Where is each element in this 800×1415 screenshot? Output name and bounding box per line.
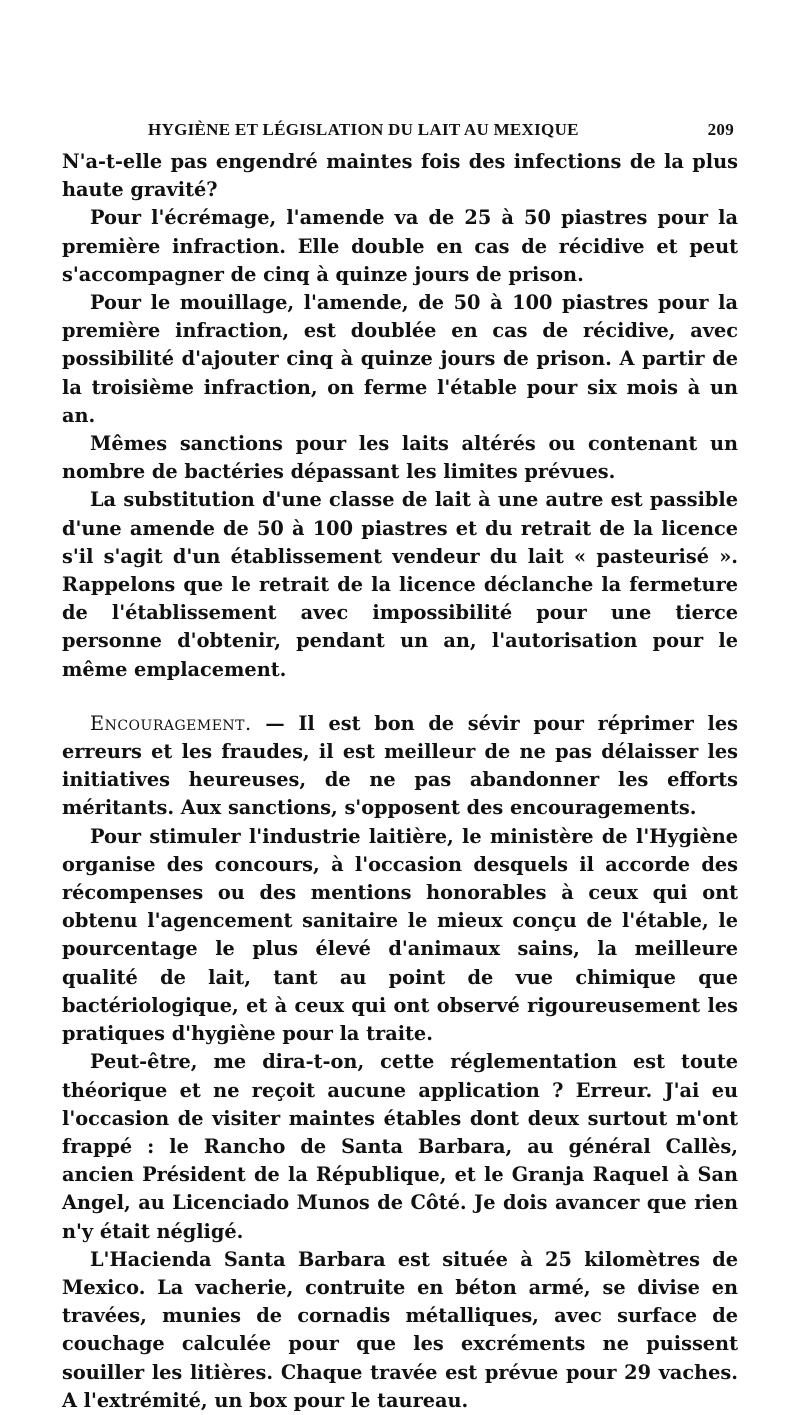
section-paragraph-1: Pour stimuler l'industrie laitière, le ministère de l'Hygiène organise des concours, à l'occasion desquels il accorde des récompenses ou des mentions honorables à ceux qui ont obtenu l'agencement sanitaire le mieux conçu de l'étable, le pourcentage le plus élevé d'animaux sains, la meilleure qualité de lait, tant au point de vue chimique que bactériologique, et à ceux qui ont observé rigoureusement les pratiques d'hygiène pour la traite. (62, 824, 738, 1046)
section-heading: Encouragement. (90, 711, 252, 735)
running-header (62, 118, 738, 148)
section-paragraph-2: Peut-être, me dira-t-on, cette réglementation est toute théorique et ne reçoit aucune application ? Erreur. J'ai eu l'occasion de visiter maintes étables dont deux surtout m'ont frappé : le Rancho de Santa Barbara, au général Callès, ancien Président de la République, et le Granja Raquel à San Angel, au Licenciado Munos de Côté. Je dois avancer que rien n'y était négligé. (62, 1050, 738, 1243)
paragraph-4: Mêmes sanctions pour les laits altérés ou contenant un nombre de bactéries dépassant les limites prévues. (62, 432, 738, 484)
body-text (62, 148, 738, 1415)
section-first-paragraph (62, 710, 738, 823)
book-page (62, 118, 738, 1415)
page-number: 209 (707, 120, 734, 139)
section-gap (62, 684, 738, 710)
section-first-text: — Il est bon de sévir pour réprimer les erreurs et les fraudes, il est meilleur de ne pas délaisser les initiatives heureuses, de ne pas abandonner les efforts méritants. Aux sanctions, s'opposent des encouragements. (62, 711, 738, 820)
running-title: HYGIÈNE ET LÉGISLATION DU LAIT AU MEXIQUE (148, 120, 579, 139)
section-paragraph-3: L'Hacienda Santa Barbara est située à 25 kilomètres de Mexico. La vacherie, contruite en béton armé, se divise en travées, munies de cornadis métalliques, avec surface de couchage calculée pour que les excréments ne puissent souiller les litières. Chaque travée est prévue pour 29 vaches. A l'extrémité, un box pour le taureau. (62, 1247, 738, 1412)
paragraph-5: La substitution d'une classe de lait à une autre est passible d'une amende de 50 à 100 piastres et du retrait de la licence s'il s'agit d'un établissement vendeur du lait « pasteurisé ». Rappelons que le retrait de la licence déclanche la fermeture de l'établissement avec impossibilité pour une tierce personne d'obtenir, pendant un an, l'autorisation pour le même emplacement. (62, 488, 738, 681)
paragraph-2: Pour l'écrémage, l'amende va de 25 à 50 piastres pour la première infraction. Elle double en cas de récidive et peut s'accompagner de cinq à quinze jours de prison. (62, 206, 738, 286)
paragraph-3: Pour le mouillage, l'amende, de 50 à 100 piastres pour la première infraction, est doublée en cas de récidive, avec possibilité d'ajouter cinq à quinze jours de prison. A partir de la troisième infraction, on ferme l'étable pour six mois à un an. (62, 291, 738, 427)
paragraph-1: N'a-t-elle pas engendré maintes fois des infections de la plus haute gravité? (62, 150, 738, 202)
